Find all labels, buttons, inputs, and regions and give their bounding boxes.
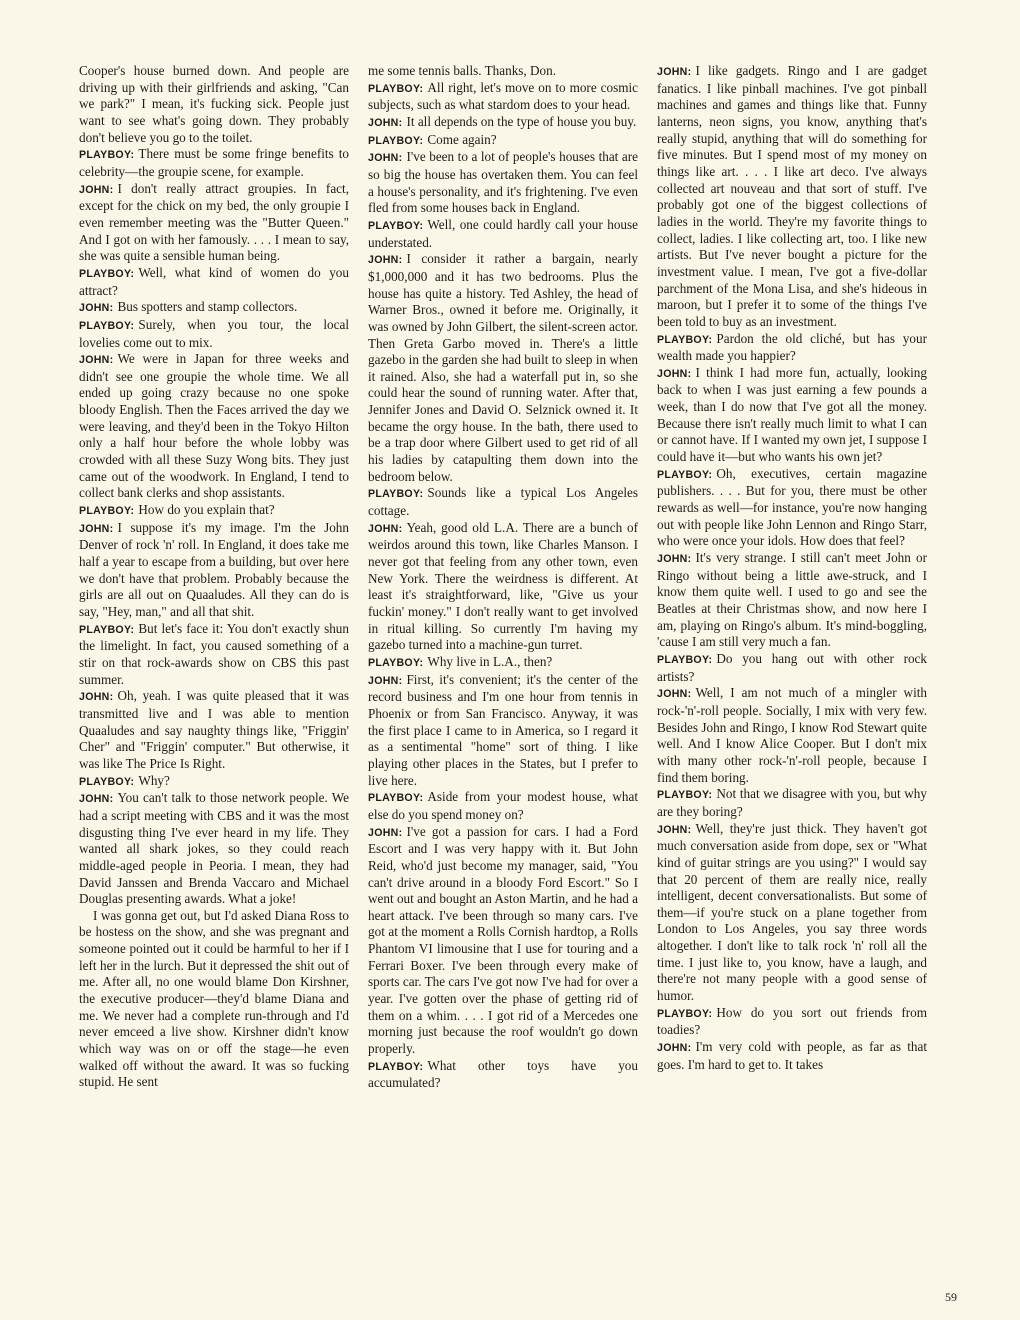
interview-paragraph [657,821,927,1005]
interview-paragraph [657,1005,927,1039]
interview-paragraph [368,217,638,251]
paragraph-text: Why live in L.A., then? [427,653,553,669]
speaker-label: JOHN: [368,152,403,165]
interview-paragraph [657,550,927,651]
interview-paragraph [657,685,927,786]
paragraph-text: I suppose it's my image. I'm the John Denver of rock 'n' roll. In England, it does take me half a year to escape from a building, but over here we don't have that problem. Probably because the girls are all out on Quaaludes. All they can do is say, "Hey, man," and all that shit. [79,519,349,619]
paragraph-text: I've been to a lot of people's houses that are so big the house has overtaken them. You can feel a house's personality, and it's frightening. I've even fled from some houses back in England. [368,149,638,216]
paragraph-text: Bus spotters and stamp collectors. [117,299,298,315]
paragraph-text: I was gonna get out, but I'd asked Diana Ross to be hostess on the show, and she was pregnant and someone pointed out it could be harmful to her if I left her in the lurch. But it depressed the shit out of me. After all, no one would blame Don Kirshner, the executive producer—they'd blame Diana and me. We never had a complete run-through and I'd never emceed a live show. Kirshner didn't know which way was on or off the stage—he even walked off without the award. It was so fucking stupid. He sent [79,907,349,1090]
paragraph-text: Not that we disagree with you, but why are they boring? [657,786,927,819]
text-column-1 [79,63,349,1091]
paragraph-text: It's very strange. I still can't meet John or Ringo without being a little awe-struck, and I know them quite well. I used to go and see the Beatles at their Christmas show, and now here I am, playing on Ringo's album. It's mind-boggling, 'cause I am still very much a fan. [657,550,927,650]
speaker-label: PLAYBOY: [79,623,135,636]
paragraph-text: I'm very cold with people, as far as that goes. I'm hard to get to. It takes [657,1039,927,1072]
interview-paragraph [368,80,638,114]
speaker-label: JOHN: [657,1042,692,1055]
speaker-label: PLAYBOY: [368,219,424,232]
interview-paragraph [79,790,349,908]
interview-paragraph [368,1058,638,1092]
paragraph-text: But let's face it: You don't exactly shun the limelight. In fact, you caused something of a stir on that rock-awards show on CBS this past summer. [79,620,349,687]
speaker-label: PLAYBOY: [368,656,424,669]
speaker-label: PLAYBOY: [368,488,424,501]
page-number: 59 [945,1290,957,1304]
paragraph-text: We were in Japan for three weeks and didn't see one groupie the whole time. We all ended up going crazy because no one spoke bloody English. Then the Faces arrived the day we were leaving, and they'd been in the Tokyo Hilton only a half hour before the whole lobby was crowded with all these Suzy Wong bits. They just came out of the woodwork. In England, I tend to collect bank clerks and shop assistants. [79,351,349,501]
speaker-label: JOHN: [79,691,114,704]
speaker-label: JOHN: [368,826,403,839]
speaker-label: PLAYBOY: [368,134,424,147]
speaker-label: JOHN: [368,254,403,267]
text-column-2 [368,63,638,1092]
interview-paragraph [657,786,927,820]
interview-paragraph [368,251,638,485]
paragraph-text: All right, let's move on to more cosmic subjects, such as what stardom does to your head. [368,79,638,113]
interview-paragraph [657,651,927,685]
interview-paragraph [657,365,927,466]
interview-paragraph [368,824,638,1058]
paragraph-text: Well, what kind of women do you attract? [79,264,349,298]
interview-paragraph [79,520,349,621]
interview-paragraph [79,351,349,502]
paragraph-text: Why? [138,772,170,788]
interview-paragraph [79,621,349,689]
interview-paragraph [368,789,638,823]
interview-paragraph [79,317,349,351]
speaker-label: PLAYBOY: [657,333,713,346]
speaker-label: PLAYBOY: [657,468,713,481]
paragraph-text: What other toys have you accumulated? [368,1057,638,1091]
speaker-label: JOHN: [79,302,114,315]
speaker-label: PLAYBOY: [657,789,713,802]
interview-paragraph [368,149,638,217]
interview-paragraph [79,181,349,265]
speaker-label: PLAYBOY: [79,267,135,280]
speaker-label: PLAYBOY: [368,1060,424,1073]
text-column-3 [657,63,927,1073]
speaker-label: PLAYBOY: [657,1007,713,1020]
interview-paragraph [79,773,349,791]
paragraph-text: I think I had more fun, actually, looking back to when I was just earning a few pounds a week, than I do now that I've got all the money. Because there isn't really much limit to what I can or cannot have. If I wanted my own jet, I suppose I could have it—but who wants his own jet? [657,364,927,465]
speaker-label: JOHN: [657,823,692,836]
speaker-label: JOHN: [657,553,692,566]
speaker-label: PLAYBOY: [79,775,135,788]
interview-paragraph [79,688,349,772]
paragraph-text: Well, I am not much of a mingler with rock-'n'-roll people. Socially, I mix with very few. Besides John and Ringo, I know Rod Stewart quite well. And I know Alice Cooper. But I don't mix with many other rock-'n'-roll people, because I find them boring. [657,685,927,785]
speaker-label: PLAYBOY: [368,82,424,95]
speaker-label: JOHN: [368,674,403,687]
paragraph-text: I like gadgets. Ringo and I are gadget fanatics. I like pinball machines. I've got pinball machines and games and things like that. Funny lanterns, neon signs, you know, anything that's really stupid, anything that will do something for five minutes. But I spend most of my money on things like art. . . . I like art deco. I've always collected art nouveau and that sort of stuff. I've probably got one of the biggest collections of ladies in the world. They're my favorite things to collect, ladies. I like collecting art, too. I like new artists. But I've never bought a picture for the investment value. I mean, I've got a five-dollar parchment of the Mona Lisa, and she's hideous in maroon, but I prefer it to some of the things I've been told to buy as an investment. [657,63,927,329]
paragraph-text: Surely, when you tour, the local lovelies come out to mix. [79,316,349,350]
interview-paragraph [368,654,638,672]
paragraph-text: Come again? [427,131,497,147]
paragraph-text: Oh, executives, certain magazine publishers. . . . But for you, there must be other rewards as well—for instance, you're now hanging out with people like John Lennon and Ringo Starr, who were once your idols. How does that feel? [657,465,927,549]
paragraph-text: Well, they're just thick. They haven't got much conversation aside from dope, sex or "What kind of guitar strings are you using?" I would say that 20 percent of them are really nice, really intelligent, decent conversationalists. But some of them—if you're stuck on a plane together from London to Los Angeles, you say three words altogether. I don't like to talk rock 'n' roll all the time. I just like to, you know, have a laugh, and there're not many people with a good sense of humor. [657,820,927,1004]
paragraph-text: How do you sort out friends from toadies? [657,1004,927,1038]
interview-paragraph [657,1039,927,1073]
interview-paragraph [368,114,638,132]
speaker-label: JOHN: [368,522,403,535]
interview-paragraph [79,502,349,520]
paragraph-text: How do you explain that? [138,502,275,518]
interview-paragraph [79,265,349,299]
speaker-label: JOHN: [657,367,692,380]
speaker-label: JOHN: [79,522,114,535]
interview-paragraph [657,466,927,550]
speaker-label: JOHN: [79,354,114,367]
paragraph-text: There must be some fringe benefits to celebrity—the groupie scene, for example. [79,146,349,179]
paragraph-text: It all depends on the type of house you buy. [406,113,637,129]
paragraph-text: You can't talk to those network people. We had a script meeting with CBS and it was the most disgusting thing I've ever heard in my life. They wanted all shark jokes, so they could reach middle-aged people in Peoria. I mean, they had David Janssen and Brenda Vaccaro and Michael Douglas presenting awards. What a joke! [79,790,349,907]
paragraph-text: Oh, yeah. I was quite pleased that it was transmitted live and I was able to mention Quaaludes and say naughty things like, "Friggin' Cher" and "Friggin' computer." But otherwise, it was like The Price Is Right. [79,688,349,771]
speaker-label: JOHN: [657,688,692,701]
interview-paragraph [368,520,638,654]
speaker-label: PLAYBOY: [657,653,713,666]
interview-paragraph [657,63,927,331]
interview-paragraph [368,672,638,790]
speaker-label: JOHN: [79,793,114,806]
interview-paragraph [79,63,349,146]
paragraph-text: I don't really attract groupies. In fact, except for the chick on my bed, the only groupie I even remember meeting was the "Butter Queen." And I got on with her famously. . . . I mean to say, she was quite a sensible human being. [79,180,349,264]
speaker-label: PLAYBOY: [79,149,135,162]
speaker-label: PLAYBOY: [368,792,424,805]
interview-paragraph [79,908,349,1091]
interview-paragraph [79,146,349,180]
interview-paragraph [657,331,927,365]
speaker-label: JOHN: [79,183,114,196]
paragraph-text: Cooper's house burned down. And people are driving up with their girlfriends and asking, "Can we park?" I mean, it's fucking sick. People just want to see what's going down. They probably don't believe you go to the toilet. [79,63,349,145]
speaker-label: JOHN: [657,66,692,78]
paragraph-text: Yeah, good old L.A. There are a bunch of weirdos around this town, like Charles Manson. I never got that feeling from any other town, even New York. There the weirdness is different. At least it's straightforward, like, "Give us your fuckin' money." I don't really want to get involved in ritual killing. So currently I'm having my gazebo turned into a machine-gun turret. [368,519,638,653]
paragraph-text: Pardon the old cliché, but has your wealth made you happier? [657,330,927,364]
paragraph-text: First, it's convenient; it's the center of the record business and I'm one hour from tennis in Phoenix or from San Francisco. Anyway, it was the first place I came to in America, so I regard it as a sentimental "home" sort of thing. I like playing other places in the States, but I prefer to live here. [368,671,638,788]
interview-paragraph [368,132,638,150]
paragraph-text: me some tennis balls. Thanks, Don. [368,63,557,78]
paragraph-text: Aside from your modest house, what else do you spend money on? [368,789,638,822]
paragraph-text: Sounds like a typical Los Angeles cottage. [368,485,638,519]
paragraph-text: I consider it rather a bargain, nearly $1,000,000 and it has two bedrooms. Plus the house has quite a history. Ted Ashley, the head of Warner Bros., owned it before me. Originally, it was owned by John Gilbert, the silent-screen actor. Then Greta Garbo moved in. There's a little gazebo in the garden she had built to sleep in when it rained. Also, she had a waterfall put in, so she could hear the sound of running water. After that, Jennifer Jones and David O. Selznick owned it. It became the orgy house. In the bath, there used to be a trap door where Gilbert used to get rid of all his ladies by catapulting them down into the bedroom below. [368,251,638,484]
paragraph-text: I've got a passion for cars. I had a Ford Escort and I was very happy with it. But John Reid, who'd just become my manager, said, "You can't drive around in a bloody Ford Escort." So I went out and bought an Aston Martin, and he had a heart attack. I've been through so many cars. I've got at the moment a Rolls Cornish hardtop, a Rolls Phantom VI limousine that I use for touring and a Ferrari Boxer. I've been through every make of sports car. The cars I've got now I've had for over a year. I've gotten over the phase of getting rid of them on a whim. . . . I got rid of a Mercedes one morning just because the roof wouldn't go down properly. [368,823,638,1057]
speaker-label: JOHN: [368,116,403,129]
paragraph-text: Do you hang out with other rock artists? [657,650,927,684]
interview-paragraph [368,63,638,80]
paragraph-text: Well, one could hardly call your house understated. [368,216,638,250]
interview-paragraph [368,485,638,519]
interview-paragraph [79,299,349,317]
speaker-label: PLAYBOY: [79,505,135,518]
speaker-label: PLAYBOY: [79,319,135,332]
